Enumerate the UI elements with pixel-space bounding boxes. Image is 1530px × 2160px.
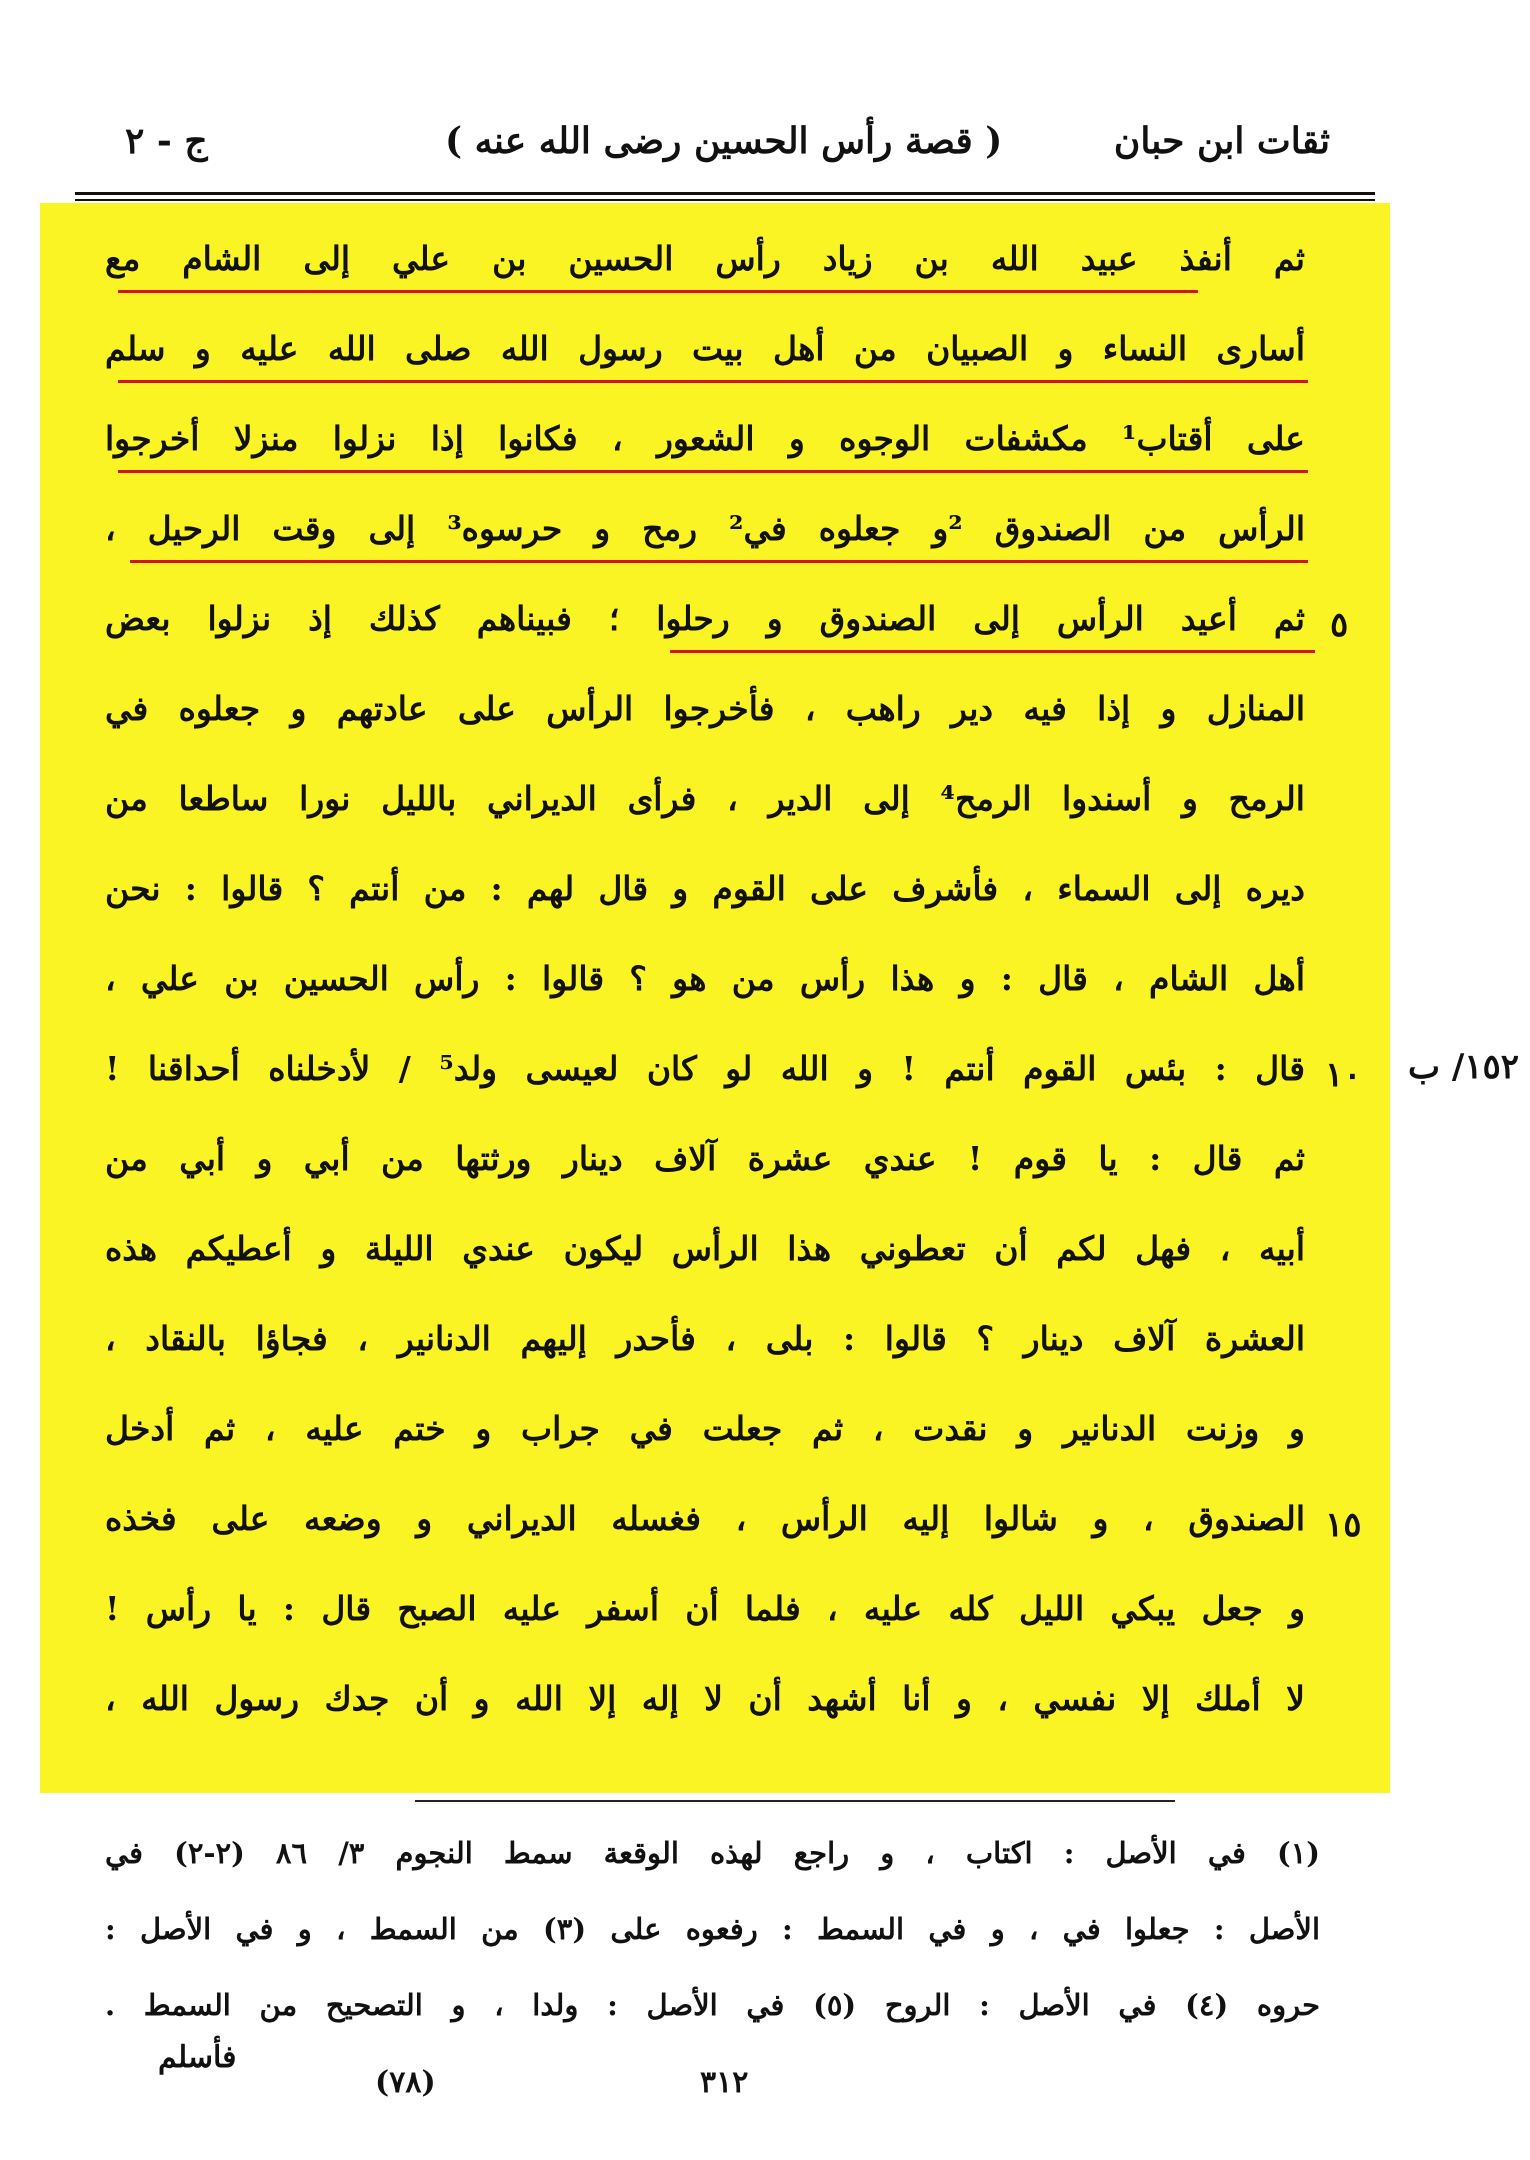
page-number: ٣١٢: [700, 2065, 749, 2100]
footnotes: [105, 1818, 1320, 2046]
body-line: ثم أنفذ عبيد الله بن زياد رأس الحسين بن علي إلى الشام مع: [105, 239, 1305, 278]
signature: فأسلم: [158, 2040, 237, 2075]
footnote-line: (١) في الأصل : اكتاب ، و راجع لهذه الوقعة سمط النجوم ٣/ ٨٦ (٢-٢) في: [105, 1836, 1320, 1870]
page-header: [75, 112, 1345, 182]
body-line: على أقتاب¹ مكشفات الوجوه و الشعور ، فكانوا إذا نزلوا منزلا أخرجوا: [105, 419, 1305, 458]
line-number-15: ١٥: [1325, 1505, 1362, 1545]
body-line: الصندوق ، و شالوا إليه الرأس ، فغسله الديراني و وضعه على فخذه: [105, 1499, 1305, 1538]
body-line: و جعل يبكي الليل كله عليه ، فلما أن أسفر عليه الصبح قال : يا رأس !: [105, 1589, 1305, 1628]
body-line: ثم قال : يا قوم ! عندي عشرة آلاف دينار ورثتها من أبي و أبي من: [105, 1139, 1305, 1178]
body-line: الرمح و أسندوا الرمح⁴ إلى الدير ، فرأى الديراني بالليل نورا ساطعا من: [105, 779, 1305, 818]
body-line: لا أملك إلا نفسي ، و أنا أشهد أن لا إله إلا الله و أن جدك رسول الله ،: [105, 1679, 1305, 1718]
red-underline: [130, 560, 1308, 563]
body-line: ثم أعيد الرأس إلى الصندوق و رحلوا ؛ فبيناهم كذلك إذ نزلوا بعض: [105, 599, 1305, 638]
body-line: و وزنت الدنانير و نقدت ، ثم جعلت في جراب و ختم عليه ، ثم أدخل: [105, 1409, 1305, 1448]
body-text: [105, 218, 1305, 1748]
volume-label: ج - ٢: [125, 120, 208, 162]
sheet-number: (٧٨): [375, 2065, 436, 2100]
body-line: الرأس من الصندوق ²و جعلوه في² رمح و حرسوه³ إلى وقت الرحيل ،: [105, 509, 1305, 548]
footnote-line: الأصل : جعلوا في ، و في السمط : رفعوه على (٣) من السمط ، و في الأصل :: [105, 1912, 1320, 1946]
header-rule: [75, 192, 1375, 195]
margin-folio-reference: ١٥٢/ ب: [1408, 1047, 1520, 1087]
line-number-10: ١٠: [1325, 1055, 1362, 1095]
body-line: العشرة آلاف دينار ؟ قالوا : بلى ، فأحدر إليهم الدنانير ، فجاؤا بالنقاد ،: [105, 1319, 1305, 1358]
red-underline: [118, 470, 1308, 473]
footnote-line: حروه (٤) في الأصل : الروح (٥) في الأصل : ولدا ، و التصحيح من السمط .: [105, 1988, 1320, 2022]
body-line: ديره إلى السماء ، فأشرف على القوم و قال لهم : من أنتم ؟ قالوا : نحن: [105, 869, 1305, 908]
red-underline: [118, 380, 1308, 383]
body-line: أبيه ، فهل لكم أن تعطوني هذا الرأس ليكون عندي الليلة و أعطيكم هذه: [105, 1229, 1305, 1268]
body-line: أسارى النساء و الصبيان من أهل بيت رسول الله صلى الله عليه و سلم: [105, 329, 1305, 368]
red-underline: [118, 290, 1198, 293]
body-line: قال : بئس القوم أنتم ! و الله لو كان لعيسى ولد⁵ / لأدخلناه أحداقنا !: [105, 1049, 1305, 1088]
header-rule-thin: [75, 199, 1375, 201]
chapter-title: ( قصة رأس الحسين رضى الله عنه ): [445, 120, 1003, 162]
red-underline: [670, 650, 1315, 653]
line-number-5: ٥: [1330, 605, 1349, 645]
body-line: المنازل و إذا فيه دير راهب ، فأخرجوا الرأس على عادتهم و جعلوه في: [105, 689, 1305, 728]
body-line: أهل الشام ، قال : و هذا رأس من هو ؟ قالوا : رأس الحسين بن علي ،: [105, 959, 1305, 998]
footnote-rule: [415, 1800, 1175, 1802]
book-title: ثقات ابن حبان: [1113, 120, 1330, 162]
